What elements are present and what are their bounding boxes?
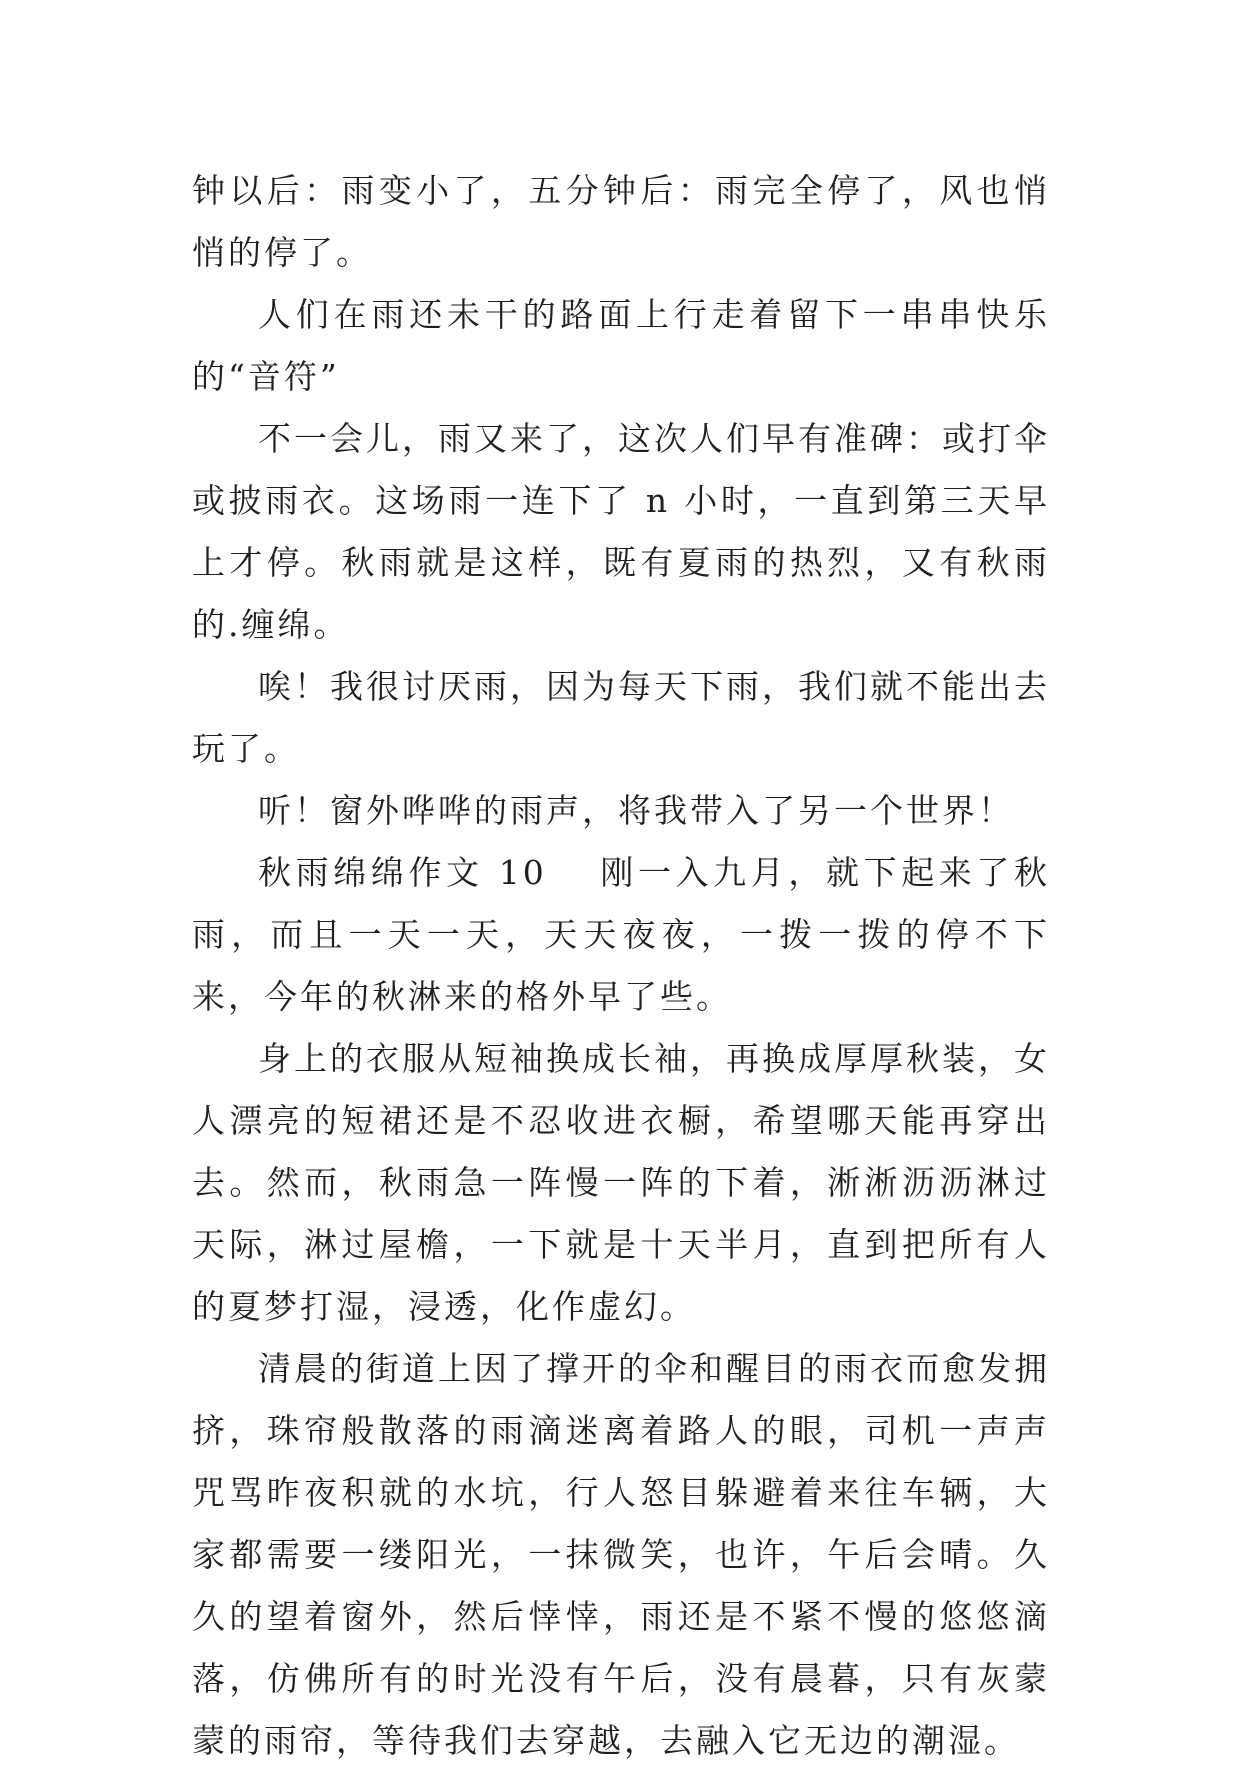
paragraph-dislike-rain: 唉！我很讨厌雨，因为每天下雨，我们就不能出去玩了。 [192,667,1050,768]
paragraph-footprints: 人们在雨还未干的路面上行走着留下一串串快乐的“音符” [192,295,1050,396]
paragraph-clothes: 身上的衣服从短袖换成长袖，再换成厚厚秋装，女人漂亮的短裙还是不忍收进衣橱，希望哪天能再穿出去。然而，秋雨急一阵慢一阵的下着，淅淅沥沥淋过天际，淋过屋檐，一下就是十天半月，直到把所有人的夏梦打湿，浸透，化作虚幻。 [192,1039,1050,1326]
paragraph-rain-returns: 不一会儿，雨又来了，这次人们早有准碑：或打伞或披雨衣。这场雨一连下了 n 小时，一直到第三天早上才停。秋雨就是这样，既有夏雨的热烈，又有秋雨的.缠绵。 [192,419,1050,644]
paragraph-essay-10 [192,842,1050,1028]
paragraph-continuation: 钟以后：雨变小了，五分钟后：雨完全停了，风也悄悄的停了。 [192,171,1050,272]
paragraph-listen: 听！窗外哗哗的雨声，将我带入了另一个世界！ [258,791,1014,830]
paragraph-street: 清晨的街道上因了撑开的伞和醒目的雨衣而愈发拥挤，珠帘般散落的雨滴迷离着路人的眼，司机一声声咒骂昨夜积就的水坑，行人怒目躲避着来往车辆，大家都需要一缕阳光，一抹微笑，也许，午后会晴。久久的望着窗外，然后悻悻，雨还是不紧不慢的悠悠滴落，仿佛所有的时光没有午后，没有晨暮，只有灰蒙蒙的雨帘，等待我们去穿越，去融入它无边的潮湿。 [192,1349,1050,1760]
essay-10-body: 刚一入九月，就下起来了秋雨，而且一天一天，天天夜夜，一拨一拨的停不下来，今年的秋淋来的格外早了些。 [192,853,1051,1016]
essay-heading: 秋雨绵绵作文 10 [258,853,547,892]
article-body [192,160,1050,1772]
